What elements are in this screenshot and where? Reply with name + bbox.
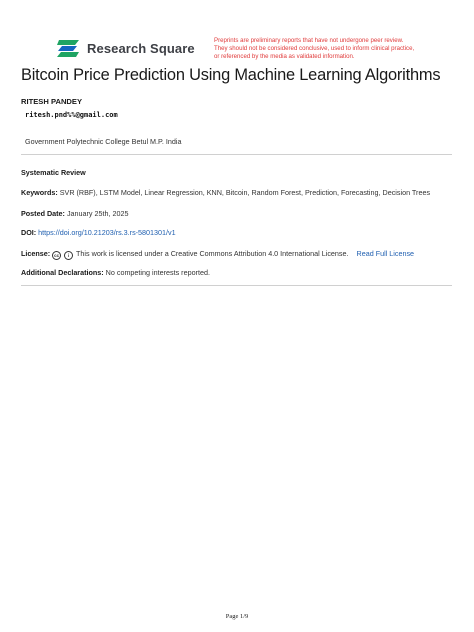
divider (21, 154, 452, 155)
author-affiliation: Government Polytechnic College Betul M.P. India (25, 137, 182, 146)
license-row (21, 249, 414, 260)
declarations-value: No competing interests reported. (105, 268, 210, 277)
doi-link[interactable]: https://doi.org/10.21203/rs.3.rs-5801301/v1 (38, 228, 176, 237)
declarations-label: Additional Declarations: (21, 268, 104, 277)
paper-title: Bitcoin Price Prediction Using Machine Learning Algorithms (21, 66, 441, 84)
doi-label: DOI: (21, 228, 37, 237)
article-type: Systematic Review (21, 168, 86, 177)
disclaimer-line: or referenced by the media as validated information. (214, 53, 355, 61)
keywords-row (21, 188, 430, 197)
doi-row (21, 228, 176, 237)
author-email: ritesh.pnd%%@gmail.com (25, 111, 118, 119)
declarations-row (21, 268, 210, 277)
disclaimer-line: Preprints are preliminary reports that have not undergone peer review. (214, 37, 404, 44)
research-square-logo-icon (57, 38, 81, 58)
keywords-value: SVR (RBF), LSTM Model, Linear Regression, KNN, Bitcoin, Random Forest, Prediction, Forecasting, Decision Trees (59, 188, 431, 197)
creative-commons-icon: cc (54, 253, 60, 258)
posted-date-label: Posted Date: (21, 209, 65, 218)
keywords-label: Keywords: (21, 188, 58, 197)
license-label: License: (21, 249, 51, 258)
author-name[interactable]: RITESH PANDEY (21, 97, 83, 106)
attribution-icon: i (64, 251, 73, 260)
divider (21, 285, 452, 286)
read-full-license-link[interactable]: Read Full License (356, 249, 415, 258)
license-text: This work is licensed under a Creative Commons Attribution 4.0 International License. (76, 249, 349, 258)
posted-date-row (21, 209, 128, 218)
posted-date-value: January 25th, 2025 (66, 209, 129, 218)
preprint-disclaimer (214, 37, 444, 62)
logo-text: Research Square (87, 40, 195, 56)
page-number: Page 1/9 (225, 613, 249, 620)
disclaimer-line: They should not be considered conclusive, used to inform clinical practice, (214, 45, 415, 53)
research-square-logo[interactable] (57, 38, 195, 58)
